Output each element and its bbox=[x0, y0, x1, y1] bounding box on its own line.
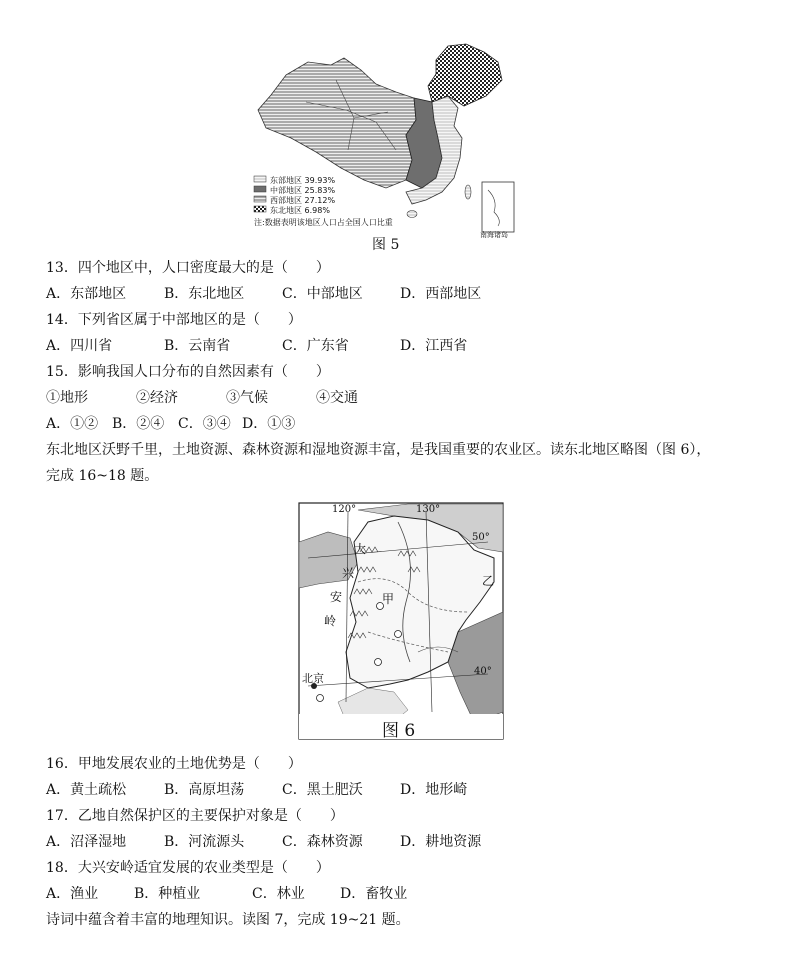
intro-poem: 诗词中蕴含着丰富的地理知识。读图 7，完成 19~21 题。 bbox=[46, 912, 410, 928]
question-13-options bbox=[46, 285, 481, 303]
question-18-stem: 18．大兴安岭适宜发展的农业类型是（ ） bbox=[46, 860, 330, 876]
option-c: C．林业 bbox=[252, 886, 305, 902]
option-b: B．种植业 bbox=[134, 886, 201, 902]
option-b: B．东北地区 bbox=[164, 286, 245, 302]
option-b: B．高原坦荡 bbox=[164, 782, 245, 798]
option-b: B．河流源头 bbox=[164, 834, 245, 850]
mountain-label-char: 兴 bbox=[342, 566, 355, 580]
figure-6-caption: 图 6 bbox=[382, 721, 416, 741]
lon-label-130: 130° bbox=[416, 504, 441, 515]
option-a: A．沼泽湿地 bbox=[46, 834, 127, 850]
option-c: C．广东省 bbox=[282, 338, 349, 354]
intro-northeast-line-1: 东北地区沃野千里，土地资源、森林资源和湿地资源丰富，是我国重要的农业区。读东北地区略图（图 6）， bbox=[46, 442, 711, 458]
question-18-options bbox=[46, 885, 407, 903]
option-b: B．②④ bbox=[112, 416, 165, 432]
intro-northeast-line-2: 完成 16~18 题。 bbox=[46, 468, 159, 484]
south-sea-inset bbox=[482, 182, 514, 232]
western-region bbox=[258, 58, 416, 188]
option-d: D．西部地区 bbox=[400, 286, 482, 302]
option-d: D．江西省 bbox=[400, 338, 468, 354]
option-a: A．黄土疏松 bbox=[46, 782, 127, 798]
option-a: A．东部地区 bbox=[46, 286, 127, 302]
option-a: A．渔业 bbox=[46, 886, 99, 902]
place-yi-label: 乙 bbox=[482, 574, 495, 588]
inset-label: 南海诸岛 bbox=[480, 231, 508, 239]
lat-label-50: 50° bbox=[472, 532, 490, 543]
lon-label-120: 120° bbox=[332, 504, 357, 515]
option-d: D．耕地资源 bbox=[400, 834, 482, 850]
legend-item: 东部地区 39.93% bbox=[270, 176, 336, 185]
option-b: B．云南省 bbox=[164, 338, 231, 354]
legend-note: 注:数据表明该地区人口占全国人口比重 bbox=[254, 218, 393, 227]
mountain-label-char: 岭 bbox=[324, 614, 337, 628]
question-15-factors bbox=[46, 389, 358, 407]
question-14-stem: 14．下列省区属于中部地区的是（ ） bbox=[46, 312, 302, 328]
lat-label-40: 40° bbox=[474, 666, 492, 677]
option-d: D．地形崎 bbox=[400, 782, 468, 798]
figure-6 bbox=[298, 502, 504, 740]
option-c: C．森林资源 bbox=[282, 834, 363, 850]
question-15-options bbox=[46, 415, 295, 433]
option-c: C．③④ bbox=[178, 416, 231, 432]
mountain-label-char: 安 bbox=[330, 590, 343, 604]
factor: ②经济 bbox=[136, 390, 178, 406]
question-16-options bbox=[46, 781, 467, 799]
option-c: C．黑土肥沃 bbox=[282, 782, 363, 798]
factor: ③气候 bbox=[226, 390, 268, 406]
legend-item: 东北地区 6.98% bbox=[270, 206, 330, 215]
option-d: D．①③ bbox=[242, 416, 296, 432]
question-17-options bbox=[46, 833, 481, 851]
city-beijing-label: 北京 bbox=[302, 672, 324, 685]
option-a: A．四川省 bbox=[46, 338, 113, 354]
factor: ①地形 bbox=[46, 390, 88, 406]
figure-5-caption: 图 5 bbox=[372, 237, 400, 253]
question-16-stem: 16．甲地发展农业的土地优势是（ ） bbox=[46, 756, 302, 772]
factor: ④交通 bbox=[316, 390, 358, 406]
legend-item: 中部地区 25.83% bbox=[270, 186, 336, 195]
mountain-label-char: 大 bbox=[354, 542, 367, 556]
northeast-region bbox=[428, 44, 502, 106]
question-14-options bbox=[46, 337, 467, 355]
question-13-stem: 13．四个地区中，人口密度最大的是（ ） bbox=[46, 260, 330, 276]
question-17-stem: 17．乙地自然保护区的主要保护对象是（ ） bbox=[46, 808, 344, 824]
option-c: C．中部地区 bbox=[282, 286, 363, 302]
figure-5 bbox=[236, 40, 526, 240]
legend-item: 西部地区 27.12% bbox=[270, 196, 336, 205]
option-a: A．①② bbox=[46, 416, 99, 432]
option-d: D．畜牧业 bbox=[340, 886, 408, 902]
question-15-stem: 15．影响我国人口分布的自然因素有（ ） bbox=[46, 364, 330, 380]
place-jia-label: 甲 bbox=[382, 592, 395, 606]
